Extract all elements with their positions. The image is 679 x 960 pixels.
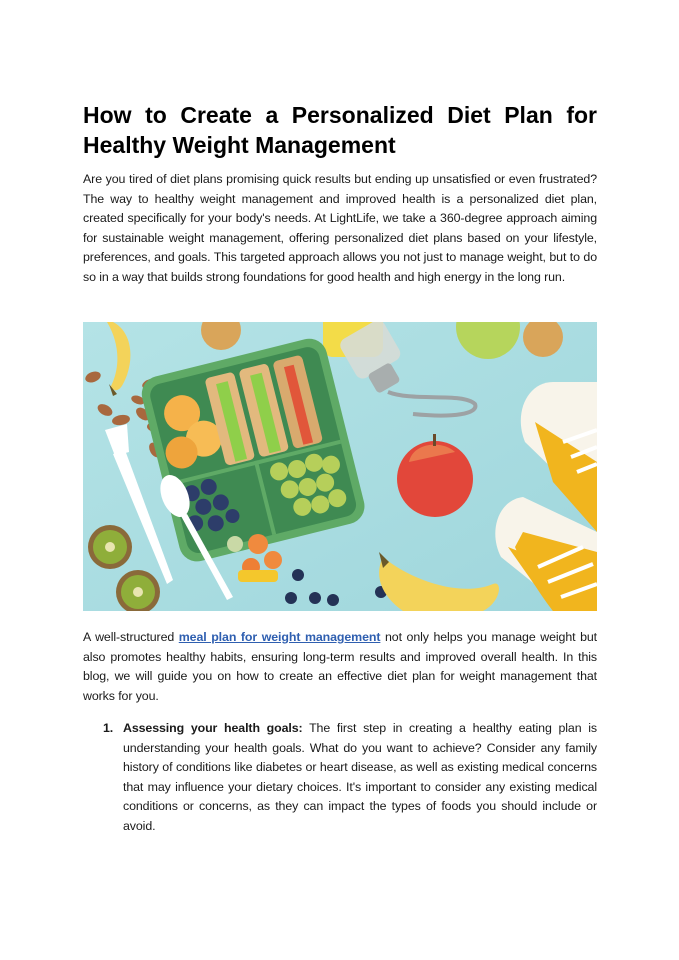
para2-tail-text: not only helps you manage weight but also promotes healthy habits, ensuring long-term results and improved overall health. In this blog, we will guide you on how to create an effective diet plan for weight management that works for you.: [83, 630, 597, 703]
meal-plan-paragraph: [83, 628, 597, 706]
list-item-heading: Assessing your health goals:: [123, 721, 303, 735]
article-title: [83, 100, 597, 160]
title-line-1: How to Create a Personalized Diet Plan for: [83, 102, 597, 128]
food-photo-illustration: [83, 322, 597, 611]
list-item-text: The first step in creating a healthy eating plan is understanding your health goals. What do you want to achieve? Consider any family history of conditions like diabetes or heart disease, as well as existing medical concerns that may influence your dietary choices. It's important to consider any existing medical conditions or concerns, as they can impact the types of foods you should include or avoid.: [123, 721, 597, 833]
meal-plan-link[interactable]: meal plan for weight management: [178, 630, 381, 644]
hero-image: [83, 322, 597, 611]
document-page: [83, 100, 597, 833]
intro-paragraph: Are you tired of diet plans promising quick results but ending up unsatisfied or even frustrated? The way to healthy weight management and improved health is a personalized diet plan, created specifically for your body's needs. At LightLife, we take a 360-degree approach aiming for sustainable weight management, offering personalized diet plans based on your lifestyle, preferences, and goals. This targeted approach allows you not just to manage weight, but to do so in a way that builds strong foundations for good health and high energy in the long run.: [83, 172, 597, 284]
para2-lead-text: A well-structured: [83, 630, 179, 644]
list-item-number: 1.: [103, 721, 114, 735]
steps-list: [103, 719, 597, 836]
list-item: [103, 719, 597, 836]
title-line-2: Healthy Weight Management: [83, 132, 396, 158]
